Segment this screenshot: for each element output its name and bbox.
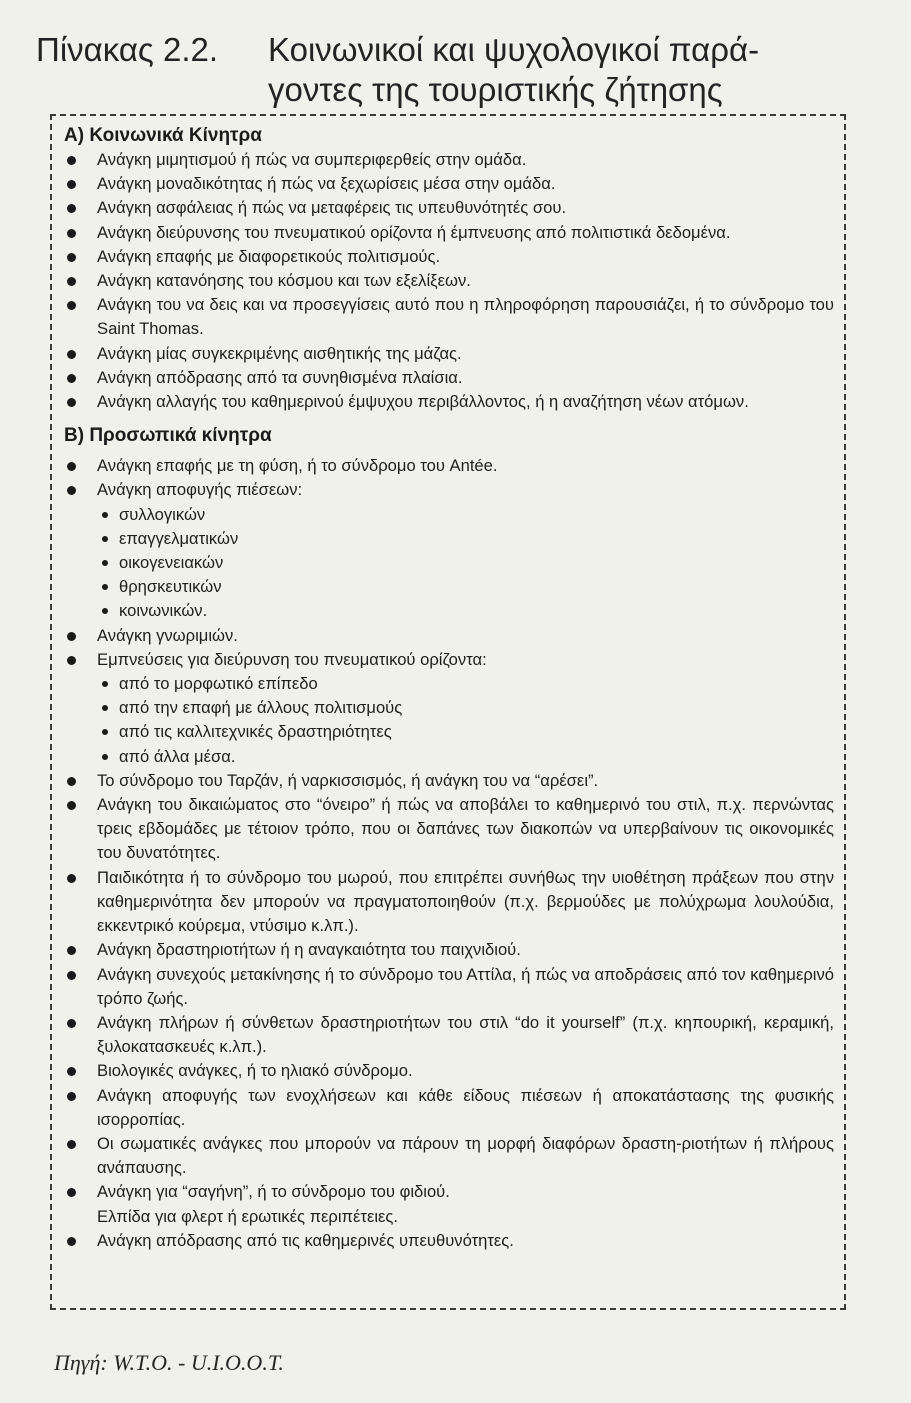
page-title [36,30,876,110]
list-item: Ανάγκη συνεχούς μετακίνησης ή το σύνδρομο του Αττίλα, ή πώς να αποδράσεις από τον καθημερινό τρόπο ζωής. [64,963,834,1011]
sub-list-item: οικογενειακών [97,551,834,575]
list-item-continuation: Ελπίδα για φλερτ ή ερωτικές περιπέτειες. [97,1206,399,1226]
list-item: Ανάγκη κατανόησης του κόσμου και των εξελίξεων. [64,269,834,293]
list-item: Ανάγκη διεύρυνσης του πνευματικού ορίζοντα ή έμπνευσης από πολιτιστικά δεδομένα. [64,221,834,245]
sub-list-item: από την επαφή με άλλους πολιτισμούς [97,696,834,720]
pressures-sublist [97,503,834,624]
list-item: Ανάγκη του δικαιώματος στο “όνειρο” ή πώς να αποβάλει το καθημερινό του στιλ, π.χ. περνώντας τρεις εβδομάδες με τέτοιον τρόπο, που οι δαπάνες των διακοπών να υπερβαίνουν τις οικονομικές του δυνατότητες. [64,793,834,866]
section-b-heading: Β) Προσωπικά κίνητρα [64,425,272,447]
list-item: Το σύνδρομο του Ταρζάν, ή ναρκισσισμός, ή ανάγκη του να “αρέσει”. [64,769,834,793]
list-item-with-sublist [64,478,834,623]
list-item-text: Εμπνεύσεις για διεύρυνση του πνευματικού ορίζοντα: [97,649,487,669]
sub-list-item: από τις καλλιτεχνικές δραστηριότητες [97,720,834,744]
list-item: Ανάγκη γνωριμιών. [64,624,834,648]
table-title: Κοινωνικοί και ψυχολογικοί παρά-γοντες της τουριστικής ζήτησης [268,31,760,108]
list-item: Ανάγκη μιμητισμού ή πώς να συμπεριφερθείς στην ομάδα. [64,148,834,172]
list-item: Ανάγκη πλήρων ή σύνθετων δραστηριοτήτων του στιλ “do it yourself” (π.χ. κηπουρική, κεραμική, ξυλοκατασκευές κ.λπ.). [64,1011,834,1059]
sub-list-item: από άλλα μέσα. [97,745,834,769]
sub-list-item: συλλογικών [97,503,834,527]
list-item: Παιδικότητα ή το σύνδρομο του μωρού, που επιτρέπει συνήθως την υιοθέτηση πράξεων που στην καθημερινότητα δεν μπορούν να πραγματοποιηθούν (π.χ. βερμούδες με πολύχρωμα λουλούδια, εκκεντρικό κούρεμα, ντύσιμο κ.λπ.). [64,866,834,939]
sub-list-item: θρησκευτικών [97,575,834,599]
list-item-with-sublist [64,648,834,769]
list-item [64,1180,834,1228]
inspirations-sublist [97,672,834,769]
list-item-text: Ανάγκη αποφυγής πιέσεων: [97,480,303,500]
list-item: Ανάγκη δραστηριοτήτων ή η αναγκαιότητα του παιχνιδιού. [64,938,834,962]
sub-list-item: από το μορφωτικό επίπεδο [97,672,834,696]
list-item: Ανάγκη του να δεις και να προσεγγίσεις αυτό που η πληροφόρηση παρουσιάζει, ή το σύνδρομο του Saint Thomas. [64,293,834,341]
list-item: Ανάγκη μίας συγκεκριμένης αισθητικής της μάζας. [64,342,834,366]
table-number: Πίνακας 2.2. [36,31,219,68]
list-item-text: Ανάγκη για “σαγήνη”, ή το σύνδρομο του φιδιού. [97,1182,450,1202]
list-item: Ανάγκη ασφάλειας ή πώς να μεταφέρεις τις υπευθυνότητές σου. [64,196,834,220]
sub-list-item: κοινωνικών. [97,599,834,623]
table-box [50,114,846,1310]
list-item: Ανάγκη επαφής με διαφορετικούς πολιτισμούς. [64,245,834,269]
sub-list-item: επαγγελματικών [97,527,834,551]
list-item: Ανάγκη αποφυγής των ενοχλήσεων και κάθε είδους πιέσεων ή αποκατάστασης της φυσικής ισορροπίας. [64,1084,834,1132]
list-item: Ανάγκη μοναδικότητας ή πώς να ξεχωρίσεις μέσα στην ομάδα. [64,172,834,196]
section-a-list [64,148,834,414]
section-b-list [64,454,834,1253]
list-item: Ανάγκη επαφής με τη φύση, ή το σύνδρομο του Antée. [64,454,834,478]
list-item: Ανάγκη αλλαγής του καθημερινού έμψυχου περιβάλλοντος, ή η αναζήτηση νέων ατόμων. [64,390,834,414]
source-citation: Πηγή: W.T.O. - U.I.O.O.T. [54,1350,284,1375]
list-item: Ανάγκη απόδρασης από τα συνηθισμένα πλαίσια. [64,366,834,390]
list-item: Βιολογικές ανάγκες, ή το ηλιακό σύνδρομο. [64,1059,834,1083]
section-a-heading: Α) Κοινωνικά Κίνητρα [64,125,262,146]
list-item: Οι σωματικές ανάγκες που μπορούν να πάρουν τη μορφή διαφόρων δραστη-ριοτήτων ή πλήρους ανάπαυσης. [64,1132,834,1180]
list-item: Ανάγκη απόδρασης από τις καθημερινές υπευθυνότητες. [64,1229,834,1253]
